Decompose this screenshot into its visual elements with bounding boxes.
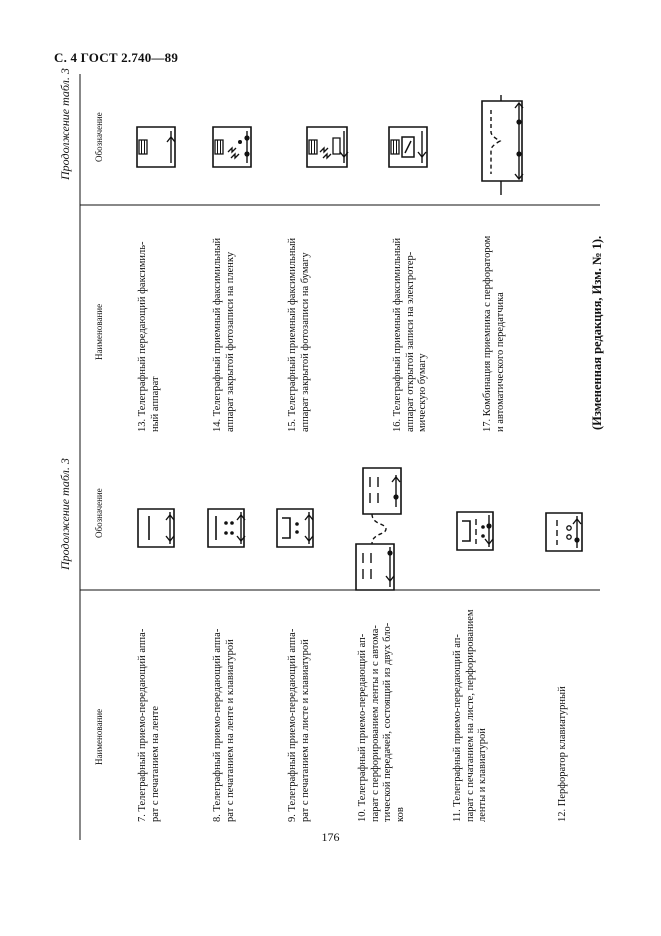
column-header-symbol: Обозначение — [94, 488, 104, 538]
table-row-12-name: 12. Перфоратор клавиатурный — [557, 686, 568, 822]
page-number: 176 — [321, 830, 340, 844]
table-row-15-name: 15. Телеграфный приемный факсимильный аппарат закрытой фотозаписи на бумагу — [287, 237, 311, 432]
fax-film-receiver-icon — [212, 126, 260, 168]
receiver-perforator-combo-icon — [478, 94, 538, 196]
table-row-7-name: 7. Телеграфный приемо-передающий аппа- рат с печатанием на ленте — [137, 628, 161, 822]
column-header-name: Наименование — [94, 303, 104, 360]
table-row-8-name: 8. Телеграфный приемо-передающий аппа- рат с печатанием на ленте и клавиатурой — [212, 628, 236, 822]
fax-thermal-receiver-icon — [388, 126, 434, 168]
fax-transmitter-icon — [136, 126, 180, 168]
table-row-11-name: 11. Телеграфный приемо-передающий ап- парат с печатанием на листе, перфорированием ленты и клавиатурой — [452, 609, 488, 822]
table-row-16-name: 16. Телеграфный приемный факсимильный аппарат открытой записи на электротер- мическую бумагу — [392, 237, 428, 432]
continuation-label: Продолжение табл. 3 — [58, 458, 72, 570]
column-header-symbol: Обозначение — [94, 112, 104, 162]
page-header: С. 4 ГОСТ 2.740—89 — [54, 50, 179, 65]
table-row-17-name: 17. Комбинация приемника с перфоратором и автоматического передатчика — [482, 235, 506, 432]
table-row-9-name: 9. Телеграфный приемо-передающий аппа- рат с печатанием на листе и клавиатурой — [287, 628, 311, 822]
table-row-10-name: 10. Телеграфный приемо-передающий ап- парат с перфорированием ленты и с автома- тической передачей, состоящий из двух бло- ков — [357, 622, 406, 822]
table-row-14-name: 14. Телеграфный приемный факсимильный аппарат закрытой фотозаписи на пленку — [212, 237, 236, 432]
table-row-13-name: 13. Телеграфный передающий факсимиль- ный аппарат — [137, 241, 161, 432]
amendment-note: (Измененная редакция, Изм. № 1). — [590, 235, 604, 430]
column-header-name: Наименование — [94, 708, 104, 765]
fax-paper-receiver-icon — [306, 126, 354, 168]
continuation-label: Продолжение табл. 3 — [58, 68, 72, 180]
